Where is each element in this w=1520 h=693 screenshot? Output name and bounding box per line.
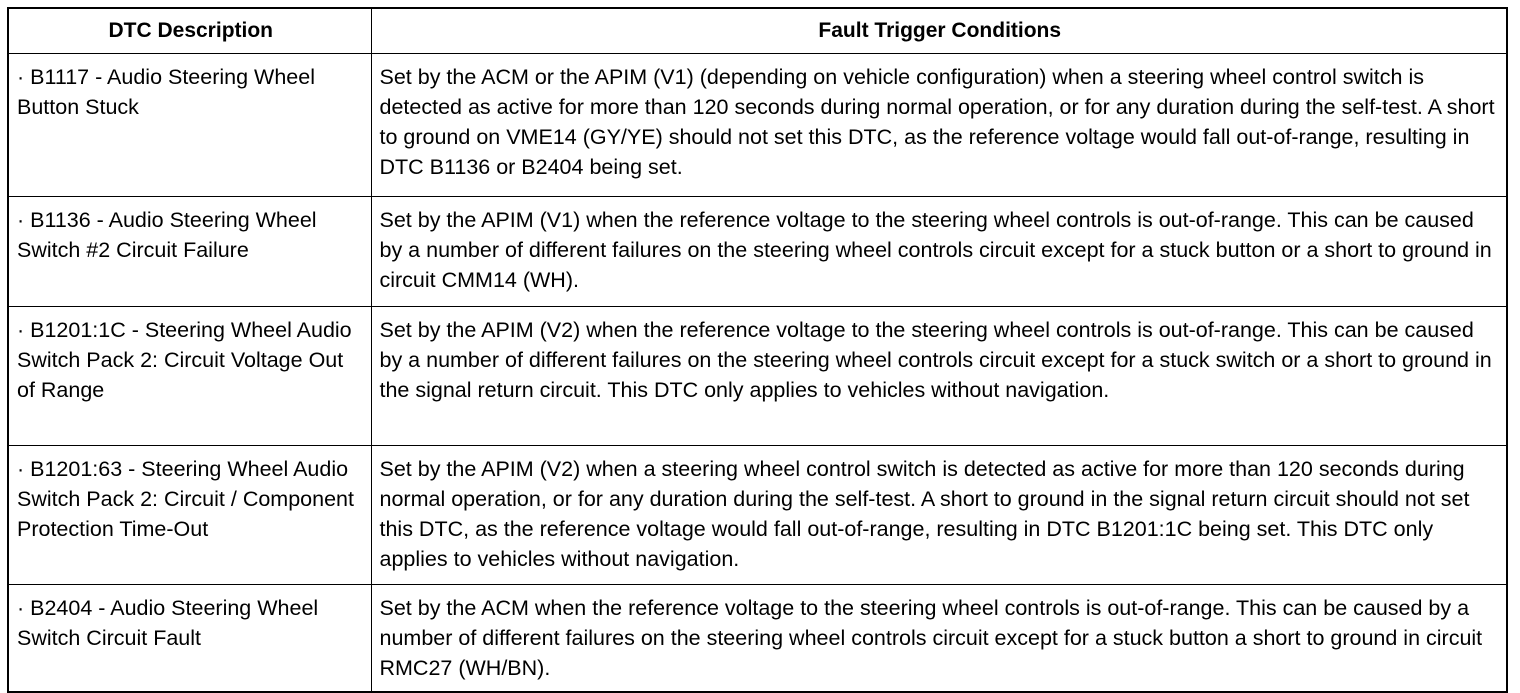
dtc-description-cell: · B1136 - Audio Steering Wheel Switch #2 Circuit Failure: [8, 196, 371, 306]
fault-conditions-cell: Set by the ACM or the APIM (V1) (depending on vehicle configuration) when a steering wheel control switch is detected as active for more than 120 seconds during normal operation, or for any duration during the self-test. A short to ground on VME14 (GY/YE) should not set this DTC, as the reference voltage would fall out-of-range, resulting in DTC B1136 or B2404 being set.: [371, 53, 1507, 196]
header-fault-trigger-conditions: Fault Trigger Conditions: [371, 8, 1507, 53]
dtc-table: [7, 7, 1508, 693]
dtc-description-cell: · B2404 - Audio Steering Wheel Switch Circuit Fault: [8, 584, 371, 692]
fault-conditions-cell: Set by the ACM when the reference voltage to the steering wheel controls is out-of-range. This can be caused by a number of different failures on the steering wheel controls circuit except for a stuck button a short to ground in circuit RMC27 (WH/BN).: [371, 584, 1507, 692]
dtc-description-cell: · B1201:63 - Steering Wheel Audio Switch Pack 2: Circuit / Component Protection Time-Out: [8, 445, 371, 584]
dtc-description-cell: · B1201:1C - Steering Wheel Audio Switch Pack 2: Circuit Voltage Out of Range: [8, 306, 371, 445]
table-row: [8, 445, 1507, 584]
fault-conditions-cell: Set by the APIM (V2) when the reference voltage to the steering wheel controls is out-of-range. This can be caused by a number of different failures on the steering wheel controls circuit except for a stuck switch or a short to ground in the signal return circuit. This DTC only applies to vehicles without navigation.: [371, 306, 1507, 445]
header-dtc-description: DTC Description: [8, 8, 371, 53]
table-header: [8, 8, 1507, 53]
dtc-description-cell: · B1117 - Audio Steering Wheel Button Stuck: [8, 53, 371, 196]
fault-conditions-cell: Set by the APIM (V2) when a steering wheel control switch is detected as active for more than 120 seconds during normal operation, or for any duration during the self-test. A short to ground in the signal return circuit should not set this DTC, as the reference voltage would fall out-of-range, resulting in DTC B1201:1C being set. This DTC only applies to vehicles without navigation.: [371, 445, 1507, 584]
fault-conditions-cell: Set by the APIM (V1) when the reference voltage to the steering wheel controls is out-of-range. This can be caused by a number of different failures on the steering wheel controls circuit except for a stuck button or a short to ground in circuit CMM14 (WH).: [371, 196, 1507, 306]
table-row: [8, 584, 1507, 692]
table-row: [8, 196, 1507, 306]
table-row: [8, 53, 1507, 196]
header-row: [8, 8, 1507, 53]
table-row: [8, 306, 1507, 445]
table-body: [8, 53, 1507, 692]
